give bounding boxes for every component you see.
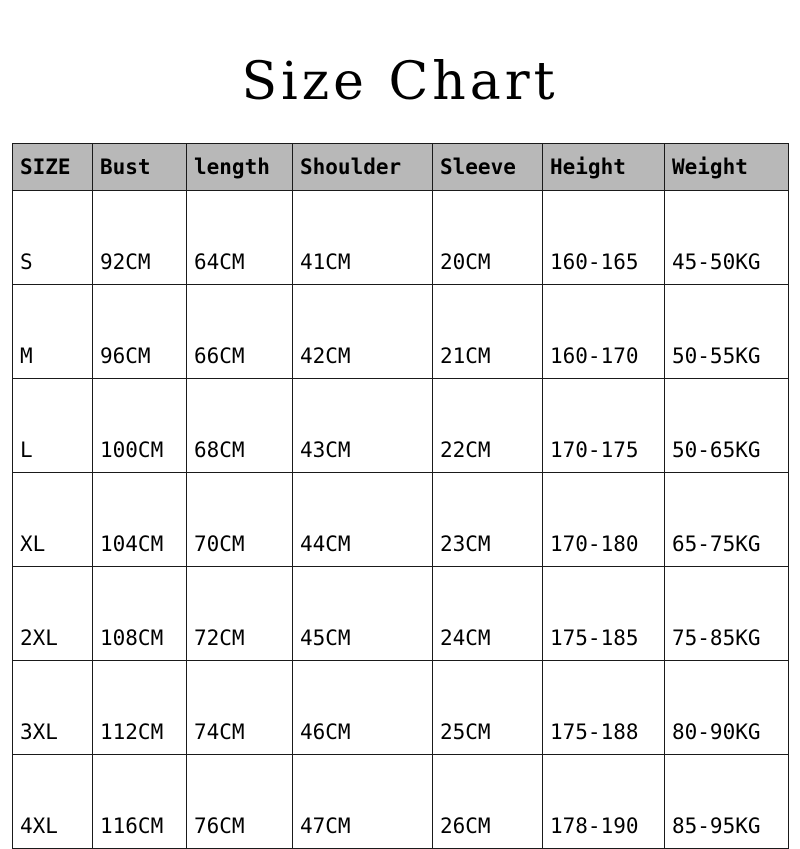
cell-sleeve: 20CM [433, 191, 543, 285]
cell-height: 170-175 [543, 379, 665, 473]
table-row [13, 191, 789, 285]
cell-weight: 65-75KG [665, 473, 789, 567]
cell-length: 64CM [187, 191, 293, 285]
table-row [13, 379, 789, 473]
cell-sleeve: 25CM [433, 661, 543, 755]
table-header [13, 144, 789, 191]
column-header-bust: Bust [93, 144, 187, 191]
cell-size: L [13, 379, 93, 473]
cell-sleeve: 22CM [433, 379, 543, 473]
cell-length: 72CM [187, 567, 293, 661]
cell-weight: 50-65KG [665, 379, 789, 473]
cell-size: XL [13, 473, 93, 567]
column-header-height: Height [543, 144, 665, 191]
column-header-weight: Weight [665, 144, 789, 191]
table-row [13, 755, 789, 849]
cell-sleeve: 23CM [433, 473, 543, 567]
cell-size: 4XL [13, 755, 93, 849]
cell-height: 170-180 [543, 473, 665, 567]
cell-shoulder: 47CM [293, 755, 433, 849]
cell-bust: 112CM [93, 661, 187, 755]
cell-height: 160-170 [543, 285, 665, 379]
table-row [13, 567, 789, 661]
table-body [13, 191, 789, 849]
cell-length: 76CM [187, 755, 293, 849]
cell-shoulder: 42CM [293, 285, 433, 379]
table-row [13, 285, 789, 379]
cell-bust: 92CM [93, 191, 187, 285]
cell-bust: 100CM [93, 379, 187, 473]
cell-height: 178-190 [543, 755, 665, 849]
size-chart-table-wrapper [12, 143, 788, 849]
table-row [13, 661, 789, 755]
cell-sleeve: 21CM [433, 285, 543, 379]
cell-shoulder: 46CM [293, 661, 433, 755]
column-header-sleeve: Sleeve [433, 144, 543, 191]
cell-shoulder: 44CM [293, 473, 433, 567]
cell-size: M [13, 285, 93, 379]
cell-shoulder: 45CM [293, 567, 433, 661]
cell-size: 3XL [13, 661, 93, 755]
cell-size: S [13, 191, 93, 285]
cell-weight: 75-85KG [665, 567, 789, 661]
cell-bust: 116CM [93, 755, 187, 849]
cell-height: 160-165 [543, 191, 665, 285]
cell-shoulder: 43CM [293, 379, 433, 473]
cell-height: 175-185 [543, 567, 665, 661]
cell-height: 175-188 [543, 661, 665, 755]
cell-weight: 50-55KG [665, 285, 789, 379]
cell-length: 74CM [187, 661, 293, 755]
cell-sleeve: 24CM [433, 567, 543, 661]
cell-weight: 80-90KG [665, 661, 789, 755]
cell-length: 70CM [187, 473, 293, 567]
page-title: Size Chart [241, 52, 559, 112]
cell-length: 66CM [187, 285, 293, 379]
column-header-length: length [187, 144, 293, 191]
cell-shoulder: 41CM [293, 191, 433, 285]
table-header-row [13, 144, 789, 191]
cell-size: 2XL [13, 567, 93, 661]
cell-weight: 85-95KG [665, 755, 789, 849]
cell-weight: 45-50KG [665, 191, 789, 285]
table-row [13, 473, 789, 567]
cell-bust: 96CM [93, 285, 187, 379]
cell-bust: 108CM [93, 567, 187, 661]
cell-sleeve: 26CM [433, 755, 543, 849]
cell-bust: 104CM [93, 473, 187, 567]
cell-length: 68CM [187, 379, 293, 473]
size-chart-table [12, 143, 789, 849]
column-header-shoulder: Shoulder [293, 144, 433, 191]
column-header-size: SIZE [13, 144, 93, 191]
